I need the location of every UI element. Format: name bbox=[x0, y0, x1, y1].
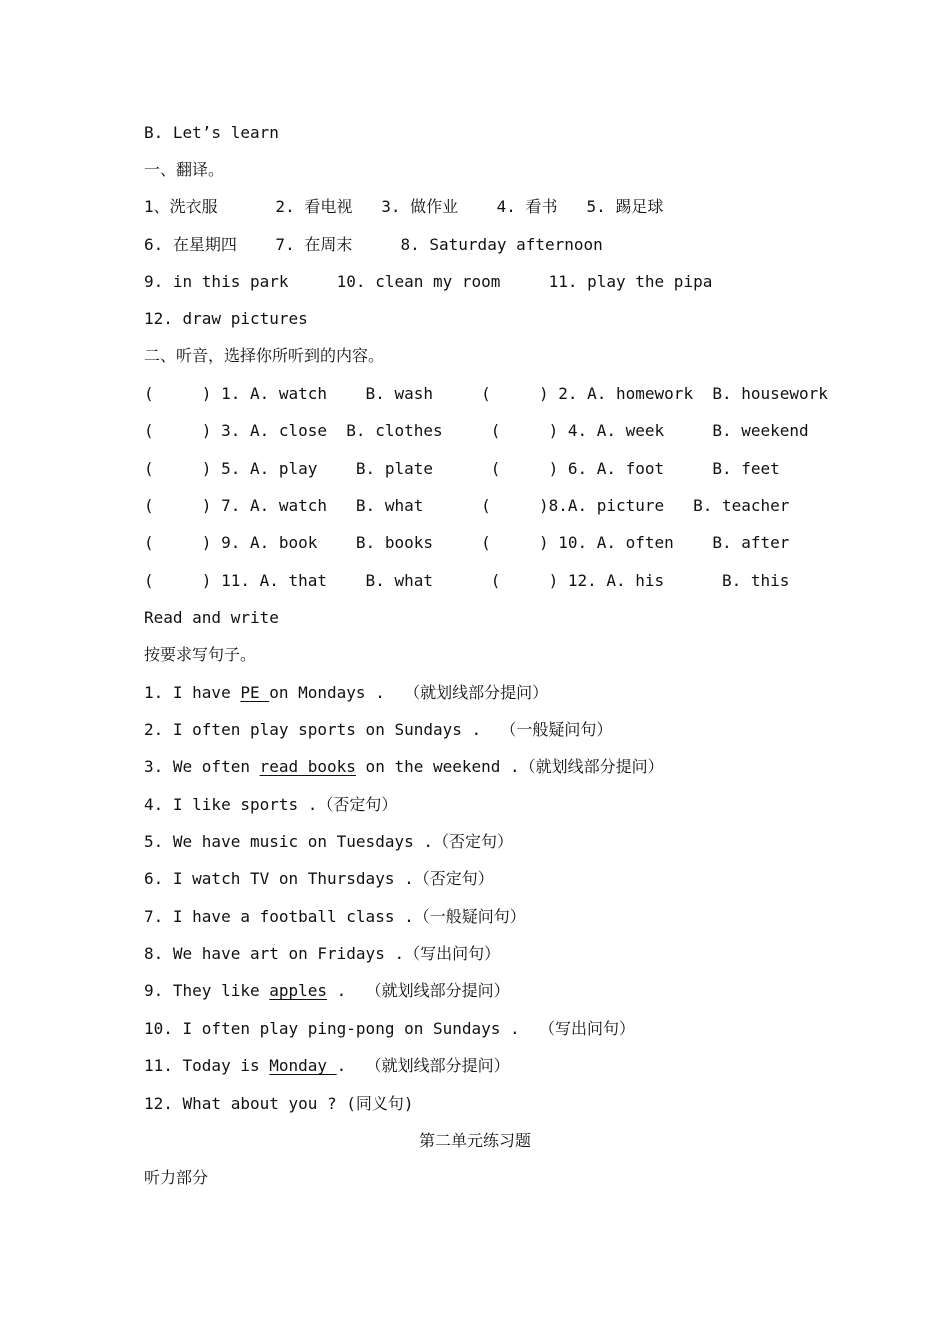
sentence-10: 10. I often play ping-pong on Sundays . （写出问句） bbox=[144, 1019, 635, 1038]
sentence-2: 2. I often play sports on Sundays . （一般疑问句） bbox=[144, 720, 613, 739]
underlined-word: read books bbox=[259, 757, 356, 776]
sentence-text: . （就划线部分提问） bbox=[327, 981, 510, 1000]
listening-row: ( ) 11. A. that B. what ( ) 12. A. his B. this bbox=[144, 571, 790, 590]
sentence-text: 11. Today is bbox=[144, 1056, 270, 1075]
sentence-9 bbox=[144, 981, 510, 1001]
unit-2-title: 第二单元练习题 bbox=[418, 1131, 531, 1150]
sentence-7: 7. I have a football class .（一般疑问句） bbox=[144, 907, 526, 926]
listening-section-label: 听力部分 bbox=[144, 1168, 209, 1187]
underlined-word: apples bbox=[269, 981, 328, 1000]
sentence-text: . （就划线部分提问） bbox=[336, 1056, 510, 1075]
sentence-6: 6. I watch TV on Thursdays .（否定句） bbox=[144, 869, 494, 888]
translation-row-2: 6. 在星期四 7. 在周末 8. Saturday afternoon bbox=[144, 235, 603, 254]
sentence-text: 3. We often bbox=[144, 757, 260, 776]
underlined-word: PE bbox=[240, 683, 270, 702]
sentence-text: on the weekend .（就划线部分提问） bbox=[355, 757, 664, 776]
sentence-text: 1. I have bbox=[144, 683, 241, 702]
read-and-write-heading: Read and write bbox=[144, 608, 279, 627]
listening-row: ( ) 3. A. close B. clothes ( ) 4. A. week B. weekend bbox=[144, 421, 809, 440]
listening-heading: 二、听音，选择你所听到的内容。 bbox=[144, 346, 385, 365]
sentence-3 bbox=[144, 757, 664, 777]
translation-row-3: 9. in this park 10. clean my room 11. play the pipa bbox=[144, 272, 713, 291]
translation-heading: 一、翻译。 bbox=[144, 160, 225, 179]
listening-row: ( ) 7. A. watch B. what ( )8.A. picture B. teacher bbox=[144, 496, 790, 515]
listening-row: ( ) 9. A. book B. books ( ) 10. A. often B. after bbox=[144, 533, 790, 552]
translation-row-1: 1、洗衣服 2. 看电视 3. 做作业 4. 看书 5. 踢足球 bbox=[144, 197, 664, 216]
sentence-text: 9. They like bbox=[144, 981, 270, 1000]
sentence-1 bbox=[144, 683, 548, 703]
sentence-11 bbox=[144, 1056, 510, 1076]
sentence-8: 8. We have art on Fridays .（写出问句） bbox=[144, 944, 501, 963]
sentence-4: 4. I like sports .（否定句） bbox=[144, 795, 398, 814]
section-b-heading: B. Let’s learn bbox=[144, 123, 279, 142]
sentence-heading: 按要求写句子。 bbox=[144, 645, 257, 664]
sentence-5: 5. We have music on Tuesdays .（否定句） bbox=[144, 832, 513, 851]
listening-row: ( ) 1. A. watch B. wash ( ) 2. A. homework B. housework bbox=[144, 384, 828, 403]
translation-row-4: 12. draw pictures bbox=[144, 309, 308, 328]
sentence-12: 12. What about you ? (同义句) bbox=[144, 1094, 414, 1113]
listening-row: ( ) 5. A. play B. plate ( ) 6. A. foot B. feet bbox=[144, 459, 780, 478]
underlined-word: Monday bbox=[269, 1056, 337, 1075]
sentence-text: on Mondays . （就划线部分提问） bbox=[269, 683, 549, 702]
